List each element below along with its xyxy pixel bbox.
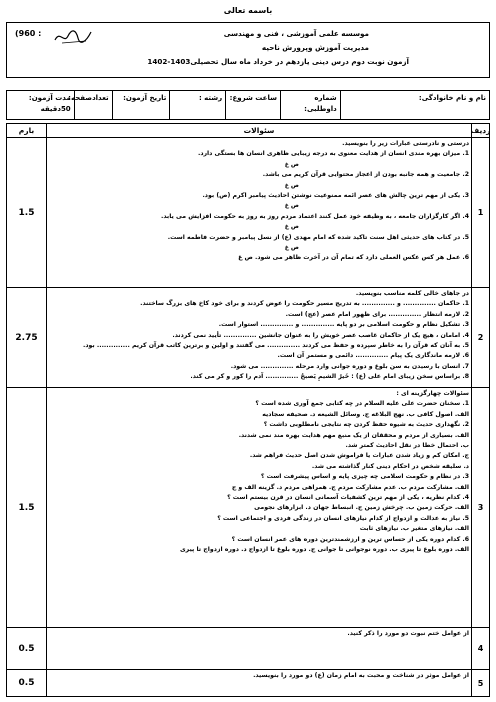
question-score: 0.5 <box>7 628 47 669</box>
question-line: درستی و نادرستی عبارات زیر را بنویسید. <box>342 140 469 147</box>
question-line: الف. دوره بلوغ تا پیری ب. دوره نوجوانی تا جوانی ج. دوره بلوغ تا ازدواج د. دوره ازدواج تا پیری <box>179 546 469 554</box>
start-time-field: ساعت شروع: <box>225 91 280 119</box>
question-line: 7. انسان با رسیدن به سن بلوغ و دوره جوانی وارد مرحله .............. می شود. <box>230 362 469 370</box>
question-row <box>7 288 489 388</box>
question-row <box>7 628 489 670</box>
question-line: ص غ <box>284 244 299 252</box>
question-score: 1.5 <box>7 388 47 627</box>
exam-title: آزمون نوبت دوم درس دینی یازدهم در خرداد ماه سال تحصیلی1403-1402 <box>147 57 409 66</box>
question-number: 3 <box>471 388 489 627</box>
question-line: 1. حاکمان .............. و .............. به تدریج مسیر حکومت را عوض کردند و برای خود کاخ های بزرگ ساختند. <box>140 300 469 308</box>
education-office: مدیریت آموزش وپرورش ناحیه <box>261 43 369 52</box>
question-line: ص غ <box>284 181 299 189</box>
question-line: ص غ <box>284 223 299 231</box>
question-line: 6. لازمه ماندگاری یک پیام .............. دائمی و مستمر آن است. <box>277 352 469 360</box>
question-line: 1. میزان بهره مندی انسان از هدایت معنوی به درجه زیبایی ظاهری انسان ها بستگی دارد. <box>197 150 469 158</box>
question-score: 1.5 <box>7 138 47 287</box>
bismillah: باسمه تعالی <box>223 6 273 15</box>
name-field: نام و نام خانوادگی: <box>340 91 489 119</box>
questions-table <box>6 123 490 697</box>
question-number: 2 <box>471 288 489 387</box>
question-line: ص غ <box>284 160 299 168</box>
question-line: سئوالات چهارگزینه ای : <box>396 390 469 397</box>
question-line: د. سلیقه شخص در احکام دینی کنار گذاشته می شد. <box>311 462 469 470</box>
question-line: 6. کدام دوره یکی از حساس ترین و ارزشمندترین دوره های عمر انسان است ؟ <box>231 535 469 543</box>
duration-label: مدت آزمون: <box>28 94 71 102</box>
question-number: 4 <box>471 628 489 669</box>
question-line: 2. نگهداری حدیث به شیوه حفظ کردن چه نتایجی نامطلوبی داشت ؟ <box>263 421 469 429</box>
question-line: 5. به آنان که قرآن را به خاطر سپرده و حفظ می کردند .............. می گفتند و اولین و برترین کاتب قرآن کریم .............. بود. <box>83 342 469 350</box>
question-line: 1. سخنان حضرت علی علیه السلام در چه کتابی جمع آوری شده است ؟ <box>255 400 469 408</box>
question-text <box>49 388 469 627</box>
question-line: 4. کدام نظریه ، یکی از مهم ترین کشفیات آسمانی انسان در قرن بیستم است ؟ <box>227 494 469 502</box>
question-line: 5. نیاز به عدالت و ازدواج از کدام نیازهای انسان در زندگی فردی و اجتماعی است ؟ <box>217 514 469 522</box>
question-line: از عوامل ختم نبوت دو مورد را ذکر کنید. <box>347 630 469 637</box>
exam-header <box>6 22 490 78</box>
col-header-score: بارم <box>7 124 47 137</box>
question-row <box>7 138 489 288</box>
number-field: شماره داوطلبی: <box>280 91 340 119</box>
table-header-row <box>7 124 489 138</box>
question-text <box>49 670 469 696</box>
student-info-row <box>6 90 490 120</box>
question-line: الف. بسیاری از مردم و محققان از یک منبع مهم هدایت بهره مند نمی شدند. <box>238 431 469 439</box>
question-line: الف. مشارکت مردم ب. عدم مشارکت مردم ج. همراهی مردم د. گزینه الف و ج <box>231 483 469 491</box>
question-line: 3. در نظام و حکومت اسلامی چه چیزی پایه و اساس پیشرفت است ؟ <box>260 473 469 481</box>
col-header-num: ردیف <box>470 126 491 135</box>
question-line: 2. جامعیت و همه جانبه بودن از اعجاز محتوایی قرآن کریم می باشد. <box>262 171 469 179</box>
question-number: 1 <box>471 138 489 287</box>
pages-field: تعدادصفحه: <box>74 91 112 119</box>
question-row <box>7 670 489 696</box>
question-score: 0.5 <box>7 670 47 696</box>
question-line: 8. براساس سخن زیبای امام علی (ع) : خَیرُ الشیمِ یَصبحُ .............. آدم را کور و کر می کند. <box>190 373 469 381</box>
question-text <box>49 288 469 387</box>
question-line: ص غ <box>284 202 299 210</box>
question-line: از عوامل موثر در شناخت و محبت به امام زمان (ع) دو مورد را بنویسید. <box>253 672 469 679</box>
institute-name: موسسه علمی آموزشی ، فنی و مهندسی <box>223 29 369 38</box>
col-header-questions: سئوالات <box>243 126 275 135</box>
question-line: ج. امکان کم و زیاد شدن عبارات یا فراموش شدن اصل حدیث فراهم شد. <box>249 452 469 460</box>
question-text <box>49 138 469 287</box>
signature-icon <box>52 26 94 48</box>
question-line: الف. اصول کافی ب. نهج البلاغه ج. وسائل الشیعه د. صحیفه سجادیه <box>262 410 469 418</box>
exam-page <box>6 4 490 698</box>
question-line: 3. تشکیل نظام و حکومت اسلامی بر دو پایه .............. و .............. استوار است. <box>218 321 469 329</box>
exam-code: (960 : <box>15 29 42 38</box>
question-line: الف. حرکت زمین ب. چرخش زمین ج. انبساط جهان د. ابزارهای نجومی <box>254 504 469 512</box>
question-row <box>7 388 489 628</box>
question-line: 5. در کتاب های حدیثی اهل سنت تاکید شده که امام مهدی (ع) از نسل پیامبر و حضرت فاطمه است. <box>167 233 469 241</box>
question-text <box>49 628 469 669</box>
question-line: ب. احتمال خطا در نقل احادیث کمتر شد. <box>345 442 469 450</box>
question-line: 4. امامان ، هیچ یک از حاکمان غاصب عصر خویش را به عنوان جانشین .............. تأیید نمی کردند. <box>172 331 469 339</box>
question-line: 2. لازمه انتظار .............. برای ظهور امام عصر (عج) است. <box>285 310 469 318</box>
question-number: 5 <box>471 670 489 696</box>
question-line: 6. عمل هر کس عکس العملی دارد که تمام آن در آخرت ظاهر می شود. ص غ <box>238 254 469 262</box>
question-line: 4. اگر کارگزاران جامعه ، به وظیفه خود عمل کنند اعتماد مردم روز به روز به حکومت افزایش می یابد. <box>160 212 469 220</box>
question-line: در جاهای خالی کلمه مناسب بنویسید. <box>355 290 469 297</box>
question-line: 3. یکی از مهم ترین چالش های عصر ائمه ممنوعیت نوشتن احادیث پیامبر اکرم (ص) بود. <box>202 192 469 200</box>
question-score: 2.75 <box>7 288 47 387</box>
date-field: تاریخ آزمون: <box>112 91 170 119</box>
duration-field <box>7 91 74 119</box>
duration-value: 50دقیقه <box>40 105 71 113</box>
field-field: رشته : <box>169 91 225 119</box>
question-line: الف. نیازهای متغیر ب. نیازهای ثابت <box>359 525 469 533</box>
